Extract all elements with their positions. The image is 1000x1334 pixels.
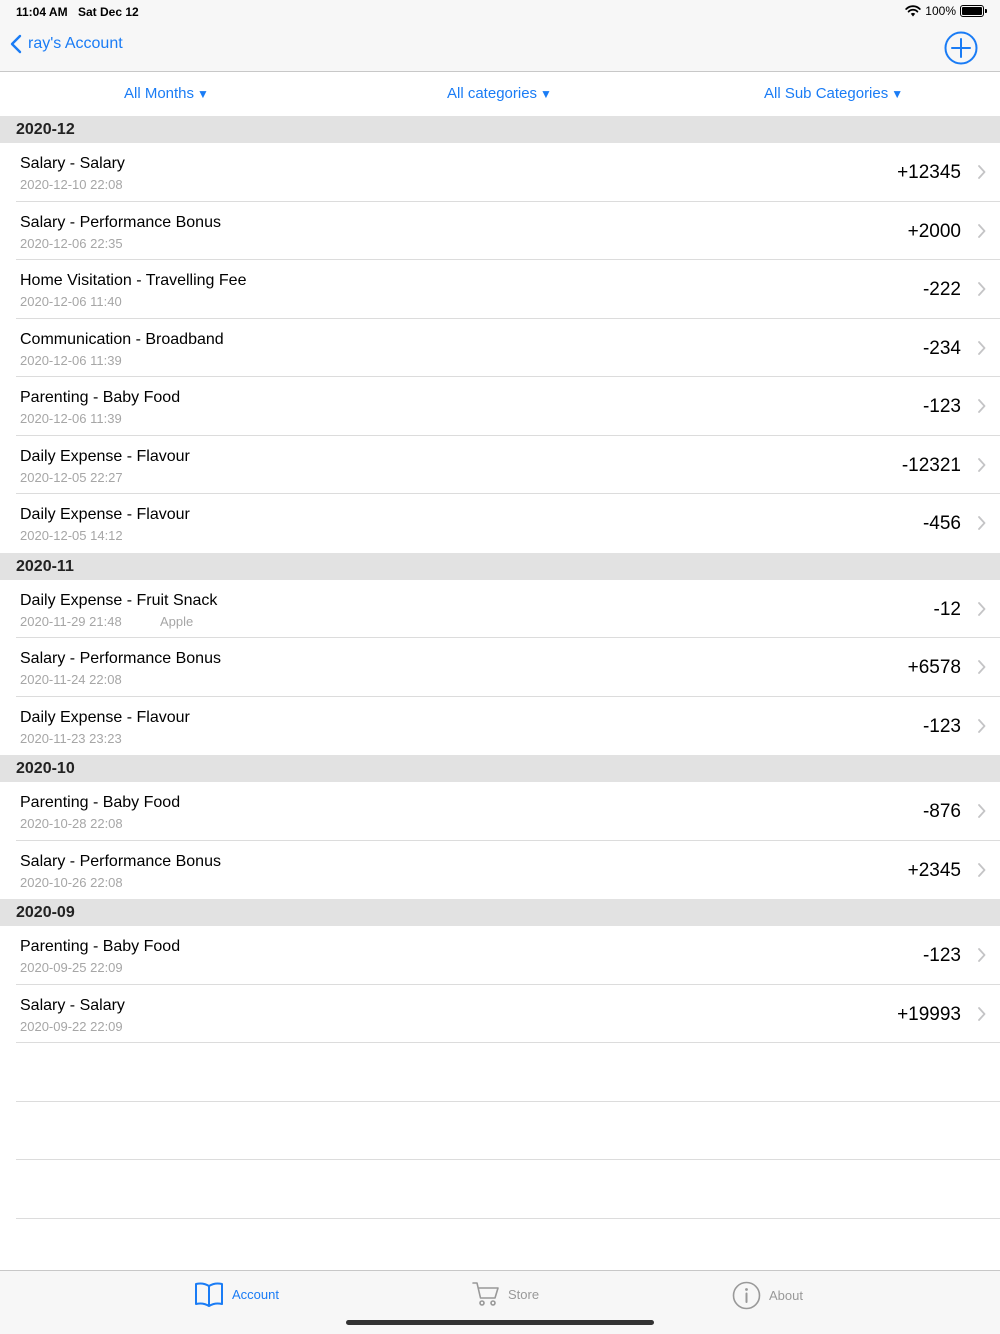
transaction-row[interactable] xyxy=(16,494,1000,553)
transaction-amount: +12345 xyxy=(897,162,961,183)
transaction-note: Apple xyxy=(160,613,194,629)
tab-store-label: Store xyxy=(508,1286,540,1302)
section-header: 2020-10 xyxy=(0,755,1000,782)
transaction-amount: -12 xyxy=(933,598,961,620)
transaction-row[interactable] xyxy=(16,841,1000,900)
transaction-row[interactable] xyxy=(16,782,1000,841)
status-bar xyxy=(0,0,1000,24)
empty-row xyxy=(16,1102,1000,1161)
transaction-title: Daily Expense - Flavour xyxy=(20,447,190,465)
transaction-amount: -222 xyxy=(922,279,961,300)
transaction-title: Daily Expense - Fruit Snack xyxy=(20,591,218,609)
transaction-row[interactable] xyxy=(16,319,1000,378)
transaction-title: Salary - Performance Bonus xyxy=(20,852,221,870)
transaction-amount: -456 xyxy=(922,513,961,534)
categories-filter[interactable] xyxy=(447,85,552,102)
transaction-amount: +2345 xyxy=(907,859,961,881)
transaction-row[interactable] xyxy=(16,202,1000,261)
battery-icon xyxy=(960,5,984,17)
filter-bar xyxy=(0,73,1000,116)
transaction-title: Salary - Performance Bonus xyxy=(20,213,221,231)
chevron-right-icon xyxy=(977,719,986,733)
transaction-amount: +19993 xyxy=(897,1003,961,1025)
transaction-title: Salary - Salary xyxy=(20,996,125,1014)
transaction-date: 2020-11-29 21:48 xyxy=(20,613,122,629)
transaction-title: Salary - Performance Bonus xyxy=(20,650,221,667)
transaction-title: Parenting - Baby Food xyxy=(20,389,181,406)
transaction-date: 2020-11-23 23:23 xyxy=(20,730,122,746)
transaction-row[interactable] xyxy=(16,436,1000,495)
transaction-amount: -12321 xyxy=(901,454,961,476)
back-button-label: ray's Account xyxy=(28,35,123,52)
transaction-list[interactable] xyxy=(0,116,1000,1219)
navigation-bar xyxy=(0,24,1000,72)
transaction-row[interactable] xyxy=(16,638,1000,697)
transaction-date: 2020-10-26 22:08 xyxy=(20,874,123,890)
dropdown-caret-icon: ▼ xyxy=(197,87,209,101)
transaction-amount: -876 xyxy=(922,801,961,822)
transaction-row[interactable] xyxy=(16,985,1000,1044)
tab-account-label: Account xyxy=(232,1286,279,1302)
cart-icon xyxy=(472,1281,500,1307)
transaction-title: Parenting - Baby Food xyxy=(20,794,181,811)
transaction-date: 2020-12-05 22:27 xyxy=(20,469,123,485)
back-button[interactable] xyxy=(10,34,123,54)
months-filter-label: All Months xyxy=(124,85,195,102)
transaction-date: 2020-12-06 11:39 xyxy=(20,352,122,368)
chevron-right-icon xyxy=(977,458,986,472)
section-header: 2020-11 xyxy=(0,553,1000,580)
transaction-row[interactable] xyxy=(16,697,1000,756)
status-indicators xyxy=(905,4,984,18)
tab-about[interactable] xyxy=(732,1281,803,1310)
transaction-date: 2020-12-10 22:08 xyxy=(20,177,123,192)
transaction-amount: -234 xyxy=(922,337,961,359)
transaction-row[interactable] xyxy=(16,260,1000,319)
sub-categories-filter-label: All Sub Categories xyxy=(764,85,889,102)
chevron-right-icon xyxy=(977,804,986,818)
transaction-title: Communication - Broadband xyxy=(20,330,224,348)
transaction-row[interactable] xyxy=(16,926,1000,985)
home-indicator[interactable] xyxy=(346,1320,654,1325)
empty-row xyxy=(16,1043,1000,1102)
tab-account[interactable] xyxy=(194,1281,279,1307)
wifi-icon xyxy=(905,5,921,17)
transaction-amount: +2000 xyxy=(907,220,961,242)
empty-row xyxy=(16,1160,1000,1219)
transaction-row[interactable] xyxy=(16,143,1000,202)
categories-filter-label: All categories xyxy=(447,85,538,102)
chevron-right-icon xyxy=(977,660,986,674)
chevron-right-icon xyxy=(977,399,986,413)
chevron-right-icon xyxy=(977,1007,986,1021)
transaction-date: 2020-12-05 14:12 xyxy=(20,528,123,543)
tab-store[interactable] xyxy=(472,1281,539,1307)
transaction-date: 2020-12-06 11:39 xyxy=(20,411,122,426)
sub-categories-filter[interactable] xyxy=(764,85,903,102)
chevron-right-icon xyxy=(977,165,986,179)
transaction-title: Salary - Salary xyxy=(20,155,125,172)
chevron-right-icon xyxy=(977,341,986,355)
months-filter[interactable] xyxy=(124,85,209,102)
transaction-amount: -123 xyxy=(922,945,961,966)
tab-about-label: About xyxy=(769,1288,803,1303)
dropdown-caret-icon: ▼ xyxy=(540,87,552,101)
transaction-amount: -123 xyxy=(922,396,961,417)
section-header: 2020-12 xyxy=(0,116,1000,143)
transaction-date: 2020-09-22 22:09 xyxy=(20,1018,123,1034)
transaction-amount: +6578 xyxy=(907,657,961,678)
transaction-amount: -123 xyxy=(922,715,961,737)
transaction-date: 2020-09-25 22:09 xyxy=(20,960,123,975)
section-header: 2020-09 xyxy=(0,899,1000,926)
transaction-title: Daily Expense - Flavour xyxy=(20,708,190,726)
battery-percentage: 100% xyxy=(925,4,956,18)
transaction-title: Home Visitation - Travelling Fee xyxy=(20,272,247,289)
info-icon xyxy=(732,1281,761,1310)
chevron-right-icon xyxy=(977,863,986,877)
status-time: 11:04 AM xyxy=(16,5,68,19)
transaction-date: 2020-10-28 22:08 xyxy=(20,816,123,831)
transaction-row[interactable] xyxy=(16,377,1000,436)
transaction-date: 2020-11-24 22:08 xyxy=(20,672,122,687)
chevron-right-icon xyxy=(977,282,986,296)
transaction-date: 2020-12-06 11:40 xyxy=(20,294,122,309)
transaction-row[interactable] xyxy=(16,580,1000,639)
chevron-right-icon xyxy=(977,948,986,962)
transaction-title: Parenting - Baby Food xyxy=(20,938,181,955)
status-date: Sat Dec 12 xyxy=(78,5,139,19)
book-icon xyxy=(194,1281,224,1307)
chevron-right-icon xyxy=(977,602,986,616)
chevron-left-icon xyxy=(10,34,22,54)
chevron-right-icon xyxy=(977,224,986,238)
chevron-right-icon xyxy=(977,516,986,530)
transaction-date: 2020-12-06 22:35 xyxy=(20,235,123,251)
transaction-title: Daily Expense - Flavour xyxy=(20,506,190,523)
add-icon[interactable] xyxy=(944,31,978,65)
dropdown-caret-icon: ▼ xyxy=(891,87,904,101)
